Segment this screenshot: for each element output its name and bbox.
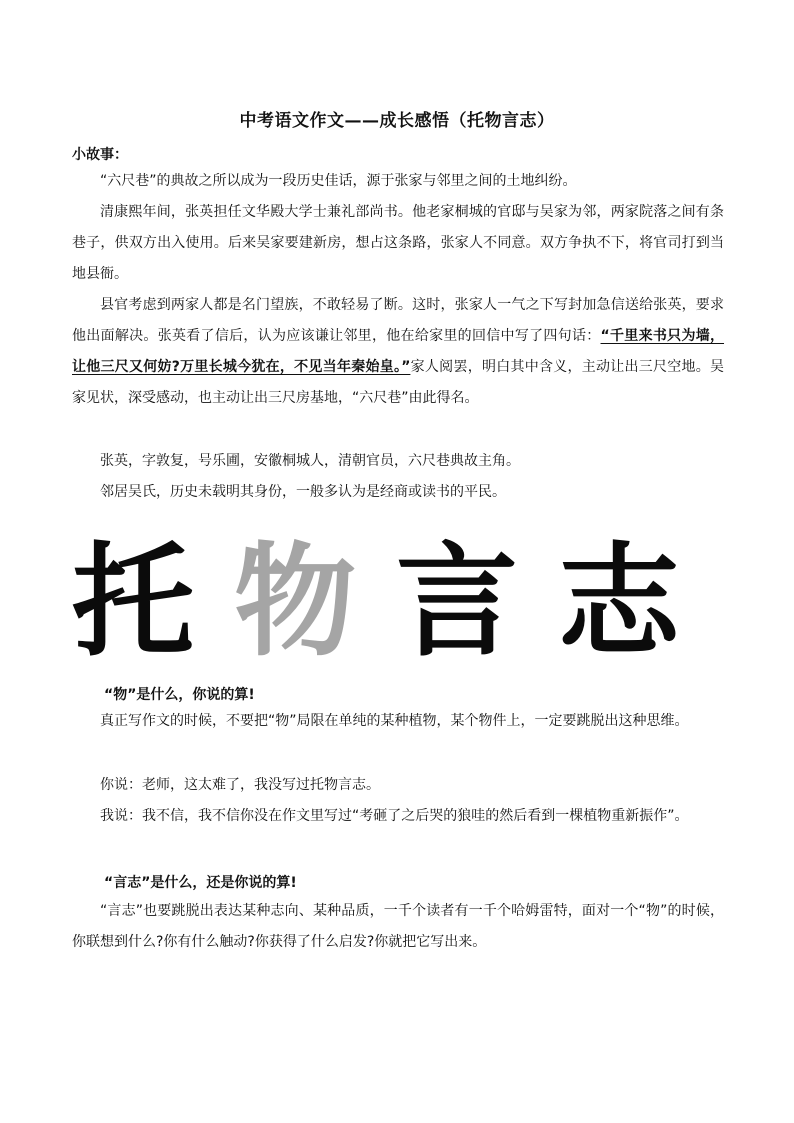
big-char-4: 志 bbox=[558, 531, 680, 673]
section-1-paragraph-2: 你说：老师，这太难了，我没写过托物言志。 bbox=[100, 777, 380, 793]
document-title: 中考语文作文——成长感悟（托物言志） bbox=[239, 111, 555, 131]
story-paragraph-3-lead: 县官考虑到两家人都是名门望族，不敢轻易了断。这时，张家人一气之下写封加急信送给张英，要求他出面解决。张英看了信后，认为应该谦让邻里，他在给家里的回信中写了四句话： bbox=[72, 297, 724, 344]
story-paragraph-4: 张英，字敦复，号乐圃，安徽桐城人，清朝官员，六尺巷典故主角。 bbox=[100, 453, 520, 469]
poem-quote: “千里来书只为墙，让他三尺又何妨?万里长城今犹在，不见当年秦始皇。” bbox=[72, 328, 725, 375]
story-paragraph-1: “六尺巷”的典故之所以成为一段历史佳话，源于张家与邻里之间的土地纠纷。 bbox=[100, 173, 577, 189]
section-2-paragraph-1: “言志”也要跳脱出表达某种志向、某种品质，一千个读者有一千个哈姆雷特，面对一个“物”的时候，你联想到什么?你有什么触动?你获得了什么启发?你就把它写出来。 bbox=[72, 903, 724, 950]
story-paragraph-3-tail: 家人阅罢，明白其中含义，主动让出三尺空地。吴家见状，深受感动，也主动让出三尺房基地，“六尺巷”由此得名。 bbox=[72, 359, 725, 406]
section-1-heading: “物”是什么，你说的算! bbox=[104, 687, 255, 703]
story-paragraph-3 bbox=[72, 290, 724, 414]
story-paragraph-5: 邻居吴氏，历史未载明其身份，一般多认为是经商或读书的平民。 bbox=[100, 484, 506, 500]
big-char-3: 言 bbox=[396, 531, 518, 673]
story-paragraph-2: 清康熙年间，张英担任文华殿大学士兼礼部尚书。他老家桐城的官邸与吴家为邻，两家院落之间有条巷子，供双方出入使用。后来吴家要建新房，想占这条路，张家人不同意。双方争执不下，将官司打到当地县衙。 bbox=[72, 204, 724, 282]
section-1-paragraph-1: 真正写作文的时候，不要把“物”局限在单纯的某种植物，某个物件上，一定要跳脱出这种思维。 bbox=[100, 713, 689, 729]
story-label: 小故事： bbox=[72, 147, 128, 163]
section-1-paragraph-3: 我说：我不信，我不信你没在作文里写过“考砸了之后哭的狼哇的然后看到一棵植物重新振作”。 bbox=[100, 808, 689, 824]
big-char-2: 物 bbox=[234, 531, 356, 673]
section-2-heading: “言志”是什么，还是你说的算! bbox=[104, 875, 297, 891]
big-char-1: 托 bbox=[72, 531, 194, 673]
big-word-banner bbox=[72, 532, 720, 672]
